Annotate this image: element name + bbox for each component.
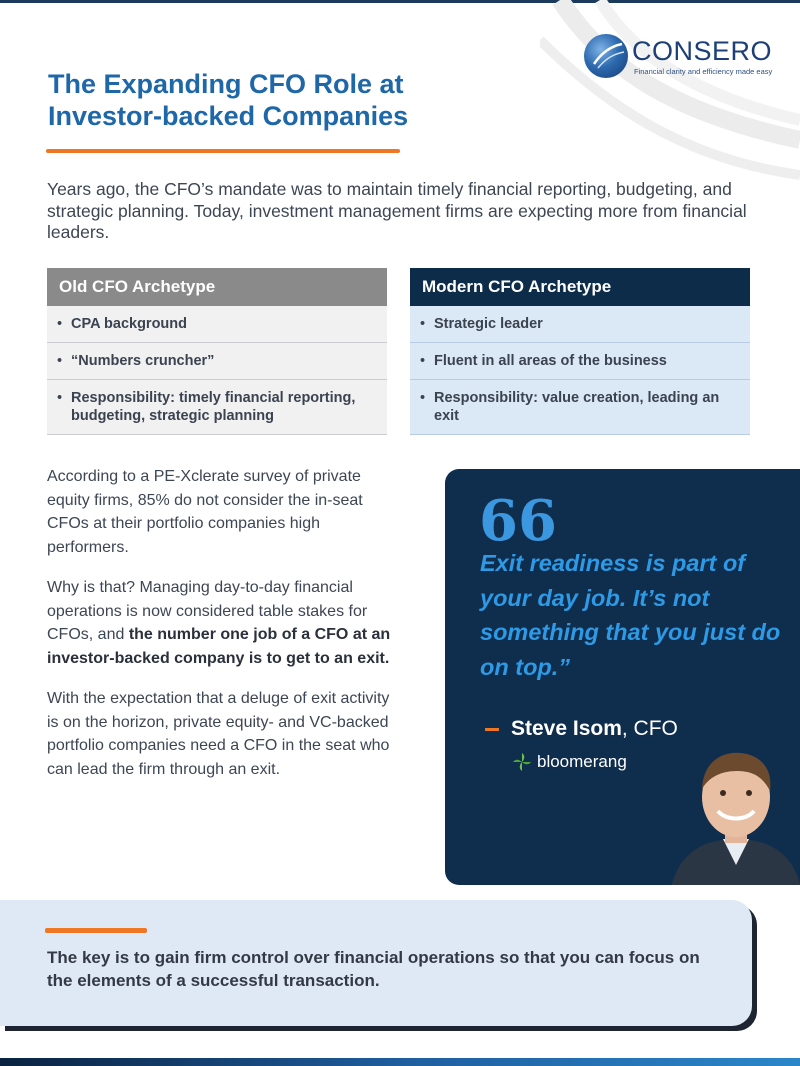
consero-globe-logo-icon bbox=[584, 34, 628, 78]
quote-card bbox=[445, 469, 800, 885]
old-archetype-heading: Old CFO Archetype bbox=[47, 268, 387, 306]
modern-archetype-item: • Fluent in all areas of the business bbox=[410, 343, 750, 380]
quote-text: Exit readiness is part of your day job. It’s not something that you just do on top.” bbox=[480, 550, 781, 680]
company-logo bbox=[511, 751, 627, 773]
brand-name: CONSERO bbox=[632, 36, 773, 66]
body-paragraph-2 bbox=[47, 576, 397, 670]
company-name: bloomerang bbox=[537, 752, 627, 771]
brand-tagline: Financial clarity and efficiency made easy bbox=[634, 67, 773, 76]
bloomerang-leaf-icon bbox=[511, 751, 533, 773]
body-text-column bbox=[47, 465, 397, 798]
quote-author-name: Steve Isom bbox=[511, 717, 622, 740]
body-paragraph-1: According to a PE-Xclerate survey of private equity firms, 85% do not consider the in-seat CFOs at their portfolio companies high performers. bbox=[47, 468, 363, 556]
attribution-dash bbox=[485, 728, 499, 731]
old-cfo-archetype-table bbox=[47, 268, 387, 435]
consero-logo bbox=[584, 34, 773, 82]
speaker-portrait bbox=[661, 743, 800, 885]
body-paragraph-2-text: Why is that? Managing day-to-day financial operations is now considered table stakes for CFOs, and bbox=[47, 579, 368, 643]
body-paragraph-2-emphasis: the number one job of a CFO at an investor-backed company is to get to an exit. bbox=[47, 626, 391, 667]
modern-archetype-heading: Modern CFO Archetype bbox=[410, 268, 750, 306]
key-takeaway-callout bbox=[0, 900, 752, 1026]
intro-paragraph: Years ago, the CFO’s mandate was to maintain timely financial reporting, budgeting, and strategic planning. Today, investment management firms are expecting more from financial leaders. bbox=[47, 179, 747, 242]
modern-archetype-item: • Responsibility: value creation, leading an exit bbox=[410, 380, 750, 435]
modern-cfo-archetype-table bbox=[410, 268, 750, 435]
quote-mark-icon: 66 bbox=[479, 488, 557, 554]
decorative-swoosh bbox=[540, 0, 800, 190]
quote-attribution bbox=[485, 717, 678, 741]
quote-author-role: , CFO bbox=[621, 717, 678, 740]
old-archetype-item: • “Numbers cruncher” bbox=[47, 343, 387, 380]
modern-archetype-item: • Strategic leader bbox=[410, 306, 750, 343]
old-archetype-item: • Responsibility: timely financial reporting, budgeting, strategic planning bbox=[47, 380, 387, 435]
bottom-accent-bar bbox=[0, 1058, 800, 1066]
page-title: The Expanding CFO Role at Investor-backed Companies bbox=[48, 69, 409, 131]
callout-text: The key is to gain firm control over financial operations so that you can focus on the elements of a successful transaction. bbox=[47, 948, 700, 990]
body-paragraph-3: With the expectation that a deluge of exit activity is on the horizon, private equity- and VC-backed portfolio companies need a CFO in the seat who can lead the firm through an exit. bbox=[47, 690, 390, 778]
title-underline bbox=[46, 149, 400, 153]
callout-accent-rule bbox=[45, 928, 147, 933]
old-archetype-item: • CPA background bbox=[47, 306, 387, 343]
